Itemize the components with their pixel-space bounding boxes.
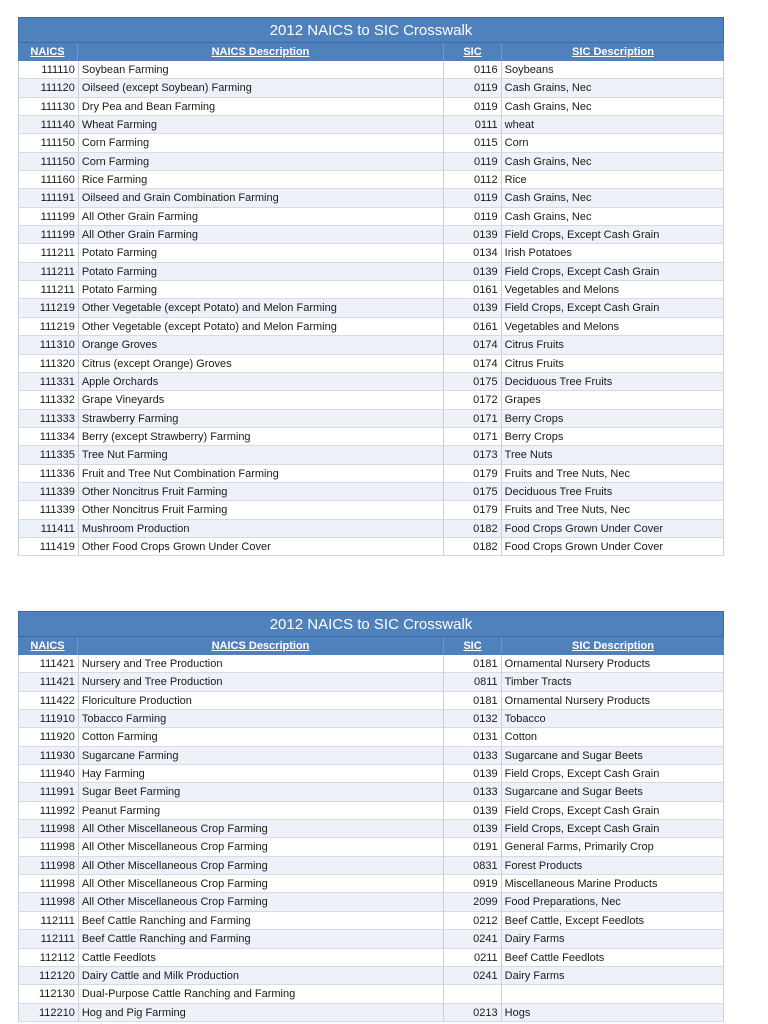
cell-sic-description: Miscellaneous Marine Products — [504, 878, 658, 891]
header-naics-description: NAICS Description — [78, 637, 444, 655]
table-row — [19, 820, 723, 838]
table-row — [19, 171, 723, 189]
cell-naics-code: 111940 — [19, 765, 79, 782]
cell-naics-code: 111160 — [19, 171, 79, 188]
cell-sic-description: Cash Grains, Nec — [504, 100, 592, 113]
table-row — [19, 98, 723, 116]
cell-sic-description: Fruits and Tree Nuts, Nec — [504, 504, 630, 517]
cell-sic-code: 0174 — [444, 355, 502, 372]
cell-naics-description: All Other Grain Farming — [79, 226, 444, 243]
cell-sic-code: 2099 — [444, 893, 502, 910]
cell-naics-code: 111211 — [19, 244, 79, 261]
cell-naics-code: 111422 — [19, 692, 79, 709]
cell-naics-description: All Other Grain Farming — [79, 208, 444, 225]
cell-naics-description: Dual-Purpose Cattle Ranching and Farming — [79, 985, 444, 1002]
cell-sic-description: Ornamental Nursery Products — [504, 694, 651, 707]
cell-sic-description: Dairy Farms — [504, 933, 565, 946]
table-row — [19, 355, 723, 373]
cell-sic-code: 0139 — [444, 765, 502, 782]
cell-naics-description: All Other Miscellaneous Crop Farming — [79, 857, 444, 874]
cell-naics-code: 111211 — [19, 263, 79, 280]
table-row — [19, 802, 723, 820]
cell-sic-description: Cash Grains, Nec — [504, 82, 592, 95]
cell-sic-description: Cash Grains, Nec — [504, 155, 592, 168]
table-row — [19, 728, 723, 746]
cell-naics-code: 112130 — [19, 985, 79, 1002]
cell-naics-code: 111130 — [19, 98, 79, 115]
table-row — [19, 765, 723, 783]
cell-sic-description: Corn — [504, 137, 529, 150]
cell-sic-code: 0175 — [444, 483, 502, 500]
cell-sic-code: 0212 — [444, 912, 502, 929]
cell-sic-description: Cash Grains, Nec — [504, 210, 592, 223]
cell-naics-code: 111140 — [19, 116, 79, 133]
cell-naics-description: Other Noncitrus Fruit Farming — [79, 483, 444, 500]
cell-sic-description: Ornamental Nursery Products — [504, 658, 651, 670]
cell-sic-description: Berry Crops — [504, 430, 564, 443]
cell-naics-code: 112111 — [19, 912, 79, 929]
table-row — [19, 61, 723, 79]
table-row — [19, 985, 723, 1003]
cell-naics-code: 111336 — [19, 465, 79, 482]
cell-sic-code: 0119 — [444, 208, 502, 225]
table-row — [19, 208, 723, 226]
cell-naics-code: 111150 — [19, 153, 79, 170]
cell-sic-code: 0139 — [444, 820, 502, 837]
cell-naics-description: Dry Pea and Bean Farming — [79, 98, 444, 115]
cell-naics-code: 111411 — [19, 520, 79, 537]
cell-naics-code: 111199 — [19, 226, 79, 243]
cell-sic-code: 0181 — [444, 692, 502, 709]
cell-sic-description: Fruits and Tree Nuts, Nec — [504, 467, 630, 480]
header-naics: NAICS — [18, 637, 78, 655]
cell-sic-code: 0241 — [444, 967, 502, 984]
table-row — [19, 410, 723, 428]
cell-sic-description: Vegetables and Melons — [504, 284, 620, 297]
table-row — [19, 692, 723, 710]
cell-sic-code: 0179 — [444, 465, 502, 482]
table-row — [19, 967, 723, 985]
cell-sic-code: 0213 — [444, 1004, 502, 1021]
cell-naics-code: 111998 — [19, 875, 79, 892]
table-row — [19, 336, 723, 354]
cell-naics-code: 111331 — [19, 373, 79, 390]
table-row — [19, 538, 723, 556]
table-row — [19, 501, 723, 519]
table-row — [19, 226, 723, 244]
header-naics-description: NAICS Description — [78, 43, 444, 61]
cell-sic-description: Field Crops, Except Cash Grain — [504, 229, 660, 242]
cell-sic-description: Citrus Fruits — [504, 357, 564, 370]
cell-sic-code: 0919 — [444, 875, 502, 892]
cell-sic-code: 0119 — [444, 153, 502, 170]
table-row — [19, 134, 723, 152]
cell-naics-code: 111199 — [19, 208, 79, 225]
cell-sic-description: Rice — [504, 174, 527, 187]
table-row — [19, 281, 723, 299]
cell-sic-description: Beef Cattle Feedlots — [504, 951, 605, 964]
header-sic-description: SIC Description — [572, 46, 654, 58]
cell-sic-code: 0139 — [444, 263, 502, 280]
cell-sic-code: 0211 — [444, 949, 502, 966]
cell-sic-description: Sugarcane and Sugar Beets — [504, 786, 643, 799]
cell-sic-description: Beef Cattle, Except Feedlots — [504, 914, 645, 927]
cell-naics-description: Citrus (except Orange) Groves — [79, 355, 444, 372]
table-row — [19, 483, 723, 501]
cell-naics-description: Nursery and Tree Production — [79, 655, 444, 672]
cell-sic-description: Cash Grains, Nec — [504, 192, 592, 205]
cell-naics-code: 111339 — [19, 501, 79, 518]
cell-naics-code: 111930 — [19, 747, 79, 764]
cell-sic-description: Timber Tracts — [504, 676, 572, 689]
cell-naics-code: 111998 — [19, 893, 79, 910]
cell-naics-description: Orange Groves — [79, 336, 444, 353]
cell-naics-code: 111421 — [19, 655, 79, 672]
cell-sic-code: 0172 — [444, 391, 502, 408]
cell-naics-description: Soybean Farming — [79, 61, 444, 78]
cell-sic-code: 0241 — [444, 930, 502, 947]
cell-sic-description: Grapes — [504, 394, 541, 407]
cell-naics-code: 111150 — [19, 134, 79, 151]
cell-naics-code: 111920 — [19, 728, 79, 745]
table-row — [19, 857, 723, 875]
cell-naics-description: Corn Farming — [79, 134, 444, 151]
cell-sic-code: 0131 — [444, 728, 502, 745]
cell-sic-description: Sugarcane and Sugar Beets — [504, 749, 643, 762]
cell-naics-code: 111992 — [19, 802, 79, 819]
cell-sic-code: 0119 — [444, 79, 502, 96]
header-sic: SIC — [444, 43, 502, 61]
cell-naics-description: Beef Cattle Ranching and Farming — [79, 930, 444, 947]
table-row — [19, 893, 723, 911]
cell-sic-code: 0116 — [444, 61, 502, 78]
cell-sic-code: 0171 — [444, 428, 502, 445]
header-sic-description: SIC Description — [572, 640, 654, 652]
cell-naics-code: 111219 — [19, 299, 79, 316]
cell-naics-description: Hog and Pig Farming — [79, 1004, 444, 1021]
table-row — [19, 79, 723, 97]
cell-sic-description: Food Preparations, Nec — [504, 896, 621, 909]
table-row — [19, 655, 723, 673]
table-row — [19, 446, 723, 464]
cell-naics-code: 111339 — [19, 483, 79, 500]
cell-naics-code: 111120 — [19, 79, 79, 96]
cell-sic-description: Irish Potatoes — [504, 247, 572, 260]
cell-naics-description: All Other Miscellaneous Crop Farming — [79, 893, 444, 910]
table-row — [19, 673, 723, 691]
cell-sic-description: General Farms, Primarily Crop — [504, 841, 654, 854]
table-row — [19, 838, 723, 856]
cell-sic-code: 0182 — [444, 538, 502, 555]
cell-naics-description: Apple Orchards — [79, 373, 444, 390]
table-body — [18, 655, 724, 1022]
cell-naics-code: 111335 — [19, 446, 79, 463]
cell-naics-description: Tree Nut Farming — [79, 446, 444, 463]
table-row — [19, 465, 723, 483]
cell-naics-description: Beef Cattle Ranching and Farming — [79, 912, 444, 929]
table-row — [19, 263, 723, 281]
cell-naics-code: 112111 — [19, 930, 79, 947]
table-header — [18, 637, 724, 655]
cell-sic-code: 0182 — [444, 520, 502, 537]
table-row — [19, 373, 723, 391]
cell-sic-code: 0179 — [444, 501, 502, 518]
cell-naics-description: Cattle Feedlots — [79, 949, 444, 966]
cell-sic-code: 0132 — [444, 710, 502, 727]
table-row — [19, 710, 723, 728]
table-row — [19, 428, 723, 446]
cell-sic-code: 0191 — [444, 838, 502, 855]
table-row — [19, 949, 723, 967]
cell-sic-description: Dairy Farms — [504, 969, 565, 982]
header-naics: NAICS — [18, 43, 78, 61]
cell-naics-code: 111333 — [19, 410, 79, 427]
cell-naics-description: Corn Farming — [79, 153, 444, 170]
cell-sic-code: 0161 — [444, 281, 502, 298]
cell-sic-description: Forest Products — [504, 859, 583, 872]
cell-sic-description: Berry Crops — [504, 412, 564, 425]
table-body — [18, 61, 724, 556]
cell-sic-code — [444, 985, 502, 1002]
cell-naics-code: 112210 — [19, 1004, 79, 1021]
cell-sic-code: 0119 — [444, 98, 502, 115]
table-row — [19, 244, 723, 262]
cell-sic-description: Vegetables and Melons — [504, 320, 620, 333]
cell-naics-description: Mushroom Production — [79, 520, 444, 537]
cell-sic-code: 0139 — [444, 802, 502, 819]
table-row — [19, 153, 723, 171]
cell-sic-description: Deciduous Tree Fruits — [504, 485, 613, 498]
cell-sic-code: 0139 — [444, 299, 502, 316]
cell-sic-description: Field Crops, Except Cash Grain — [504, 302, 660, 315]
cell-naics-description: Cotton Farming — [79, 728, 444, 745]
cell-naics-description: Hay Farming — [79, 765, 444, 782]
cell-sic-description: Field Crops, Except Cash Grain — [504, 823, 660, 836]
cell-sic-description: Field Crops, Except Cash Grain — [504, 265, 660, 278]
cell-sic-description: Hogs — [504, 1006, 531, 1019]
cell-naics-code: 111211 — [19, 281, 79, 298]
cell-naics-description: Strawberry Farming — [79, 410, 444, 427]
cell-naics-description: All Other Miscellaneous Crop Farming — [79, 838, 444, 855]
cell-sic-description: Field Crops, Except Cash Grain — [504, 804, 660, 817]
cell-naics-code: 111998 — [19, 820, 79, 837]
cell-naics-code: 112120 — [19, 967, 79, 984]
cell-naics-code: 111110 — [19, 61, 79, 78]
table-row — [19, 783, 723, 801]
table-row — [19, 391, 723, 409]
cell-naics-description: Grape Vineyards — [79, 391, 444, 408]
table-row — [19, 930, 723, 948]
cell-naics-description: Floriculture Production — [79, 692, 444, 709]
table-row — [19, 747, 723, 765]
cell-naics-code: 111991 — [19, 783, 79, 800]
cell-naics-code: 111310 — [19, 336, 79, 353]
cell-naics-code: 111191 — [19, 189, 79, 206]
cell-sic-code: 0173 — [444, 446, 502, 463]
table-row — [19, 189, 723, 207]
cell-sic-description: Soybeans — [504, 64, 554, 76]
cell-naics-description: Sugar Beet Farming — [79, 783, 444, 800]
cell-naics-description: All Other Miscellaneous Crop Farming — [79, 820, 444, 837]
cell-sic-description: Food Crops Grown Under Cover — [504, 540, 663, 553]
header-sic: SIC — [444, 637, 502, 655]
cell-naics-code: 111320 — [19, 355, 79, 372]
cell-naics-description: Berry (except Strawberry) Farming — [79, 428, 444, 445]
cell-sic-code: 0111 — [444, 116, 502, 133]
cell-naics-description: Potato Farming — [79, 281, 444, 298]
cell-naics-description: Dairy Cattle and Milk Production — [79, 967, 444, 984]
cell-sic-description: Food Crops Grown Under Cover — [504, 522, 663, 535]
cell-naics-description: Other Noncitrus Fruit Farming — [79, 501, 444, 518]
cell-sic-code: 0831 — [444, 857, 502, 874]
cell-sic-description: Citrus Fruits — [504, 339, 564, 352]
cell-naics-description: Sugarcane Farming — [79, 747, 444, 764]
cell-sic-description: Cotton — [504, 731, 538, 744]
crosswalk-table-1 — [18, 17, 724, 556]
cell-sic-code: 0119 — [444, 189, 502, 206]
cell-naics-description: Other Vegetable (except Potato) and Melon Farming — [79, 318, 444, 335]
cell-naics-description: Fruit and Tree Nut Combination Farming — [79, 465, 444, 482]
cell-naics-description: Other Food Crops Grown Under Cover — [79, 538, 444, 555]
cell-sic-code: 0112 — [444, 171, 502, 188]
cell-naics-code: 111419 — [19, 538, 79, 555]
cell-naics-description: Tobacco Farming — [79, 710, 444, 727]
table-row — [19, 520, 723, 538]
table-title: 2012 NAICS to SIC Crosswalk — [18, 611, 724, 637]
crosswalk-table-2 — [18, 611, 724, 1022]
cell-naics-description: Other Vegetable (except Potato) and Melon Farming — [79, 299, 444, 316]
cell-sic-description: wheat — [504, 119, 534, 132]
cell-sic-code: 0161 — [444, 318, 502, 335]
cell-naics-description: Potato Farming — [79, 244, 444, 261]
cell-naics-description: Potato Farming — [79, 263, 444, 280]
cell-naics-code: 112112 — [19, 949, 79, 966]
cell-naics-code: 111332 — [19, 391, 79, 408]
cell-naics-description: All Other Miscellaneous Crop Farming — [79, 875, 444, 892]
cell-sic-description: Tobacco — [504, 713, 546, 726]
cell-sic-code: 0139 — [444, 226, 502, 243]
cell-sic-description: Deciduous Tree Fruits — [504, 375, 613, 388]
table-row — [19, 299, 723, 317]
table-row — [19, 875, 723, 893]
cell-naics-description: Rice Farming — [79, 171, 444, 188]
cell-sic-code: 0811 — [444, 673, 502, 690]
cell-sic-code: 0174 — [444, 336, 502, 353]
cell-naics-description: Peanut Farming — [79, 802, 444, 819]
cell-naics-code: 111334 — [19, 428, 79, 445]
cell-naics-description: Oilseed and Grain Combination Farming — [79, 189, 444, 206]
cell-sic-description: Field Crops, Except Cash Grain — [504, 768, 660, 781]
table-row — [19, 116, 723, 134]
cell-sic-code: 0115 — [444, 134, 502, 151]
cell-sic-code: 0175 — [444, 373, 502, 390]
cell-sic-code: 0134 — [444, 244, 502, 261]
cell-naics-code: 111998 — [19, 838, 79, 855]
cell-sic-code: 0133 — [444, 747, 502, 764]
table-title: 2012 NAICS to SIC Crosswalk — [18, 17, 724, 43]
table-row — [19, 318, 723, 336]
table-row — [19, 912, 723, 930]
cell-naics-description: Wheat Farming — [79, 116, 444, 133]
cell-naics-description: Nursery and Tree Production — [79, 673, 444, 690]
cell-sic-code: 0171 — [444, 410, 502, 427]
cell-sic-code: 0181 — [444, 655, 502, 672]
table-header — [18, 43, 724, 61]
cell-naics-code: 111421 — [19, 673, 79, 690]
cell-sic-description: Tree Nuts — [504, 449, 553, 462]
cell-sic-description — [502, 985, 723, 1002]
cell-naics-description: Oilseed (except Soybean) Farming — [79, 79, 444, 96]
cell-sic-code: 0133 — [444, 783, 502, 800]
cell-naics-code: 111910 — [19, 710, 79, 727]
cell-naics-code: 111219 — [19, 318, 79, 335]
table-row — [19, 1004, 723, 1022]
cell-naics-code: 111998 — [19, 857, 79, 874]
